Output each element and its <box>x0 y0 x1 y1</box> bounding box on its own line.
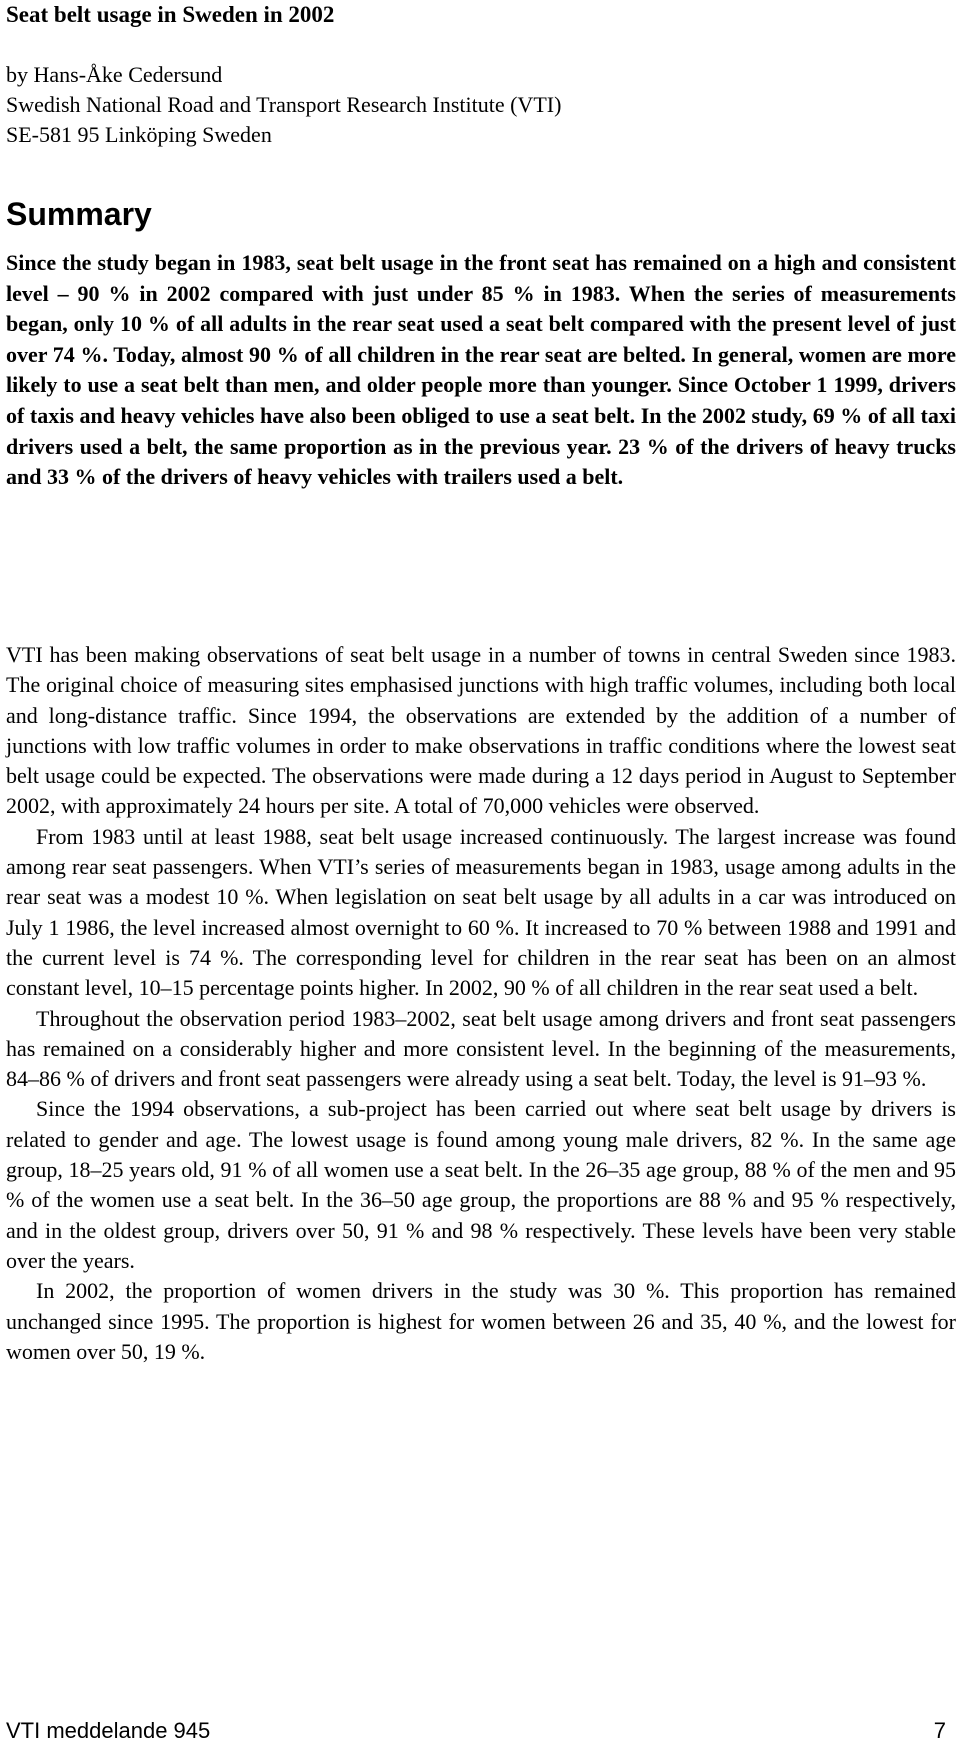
author-address: SE-581 95 Linköping Sweden <box>6 122 272 147</box>
body-text <box>6 640 956 1367</box>
footer-publication: VTI meddelande 945 <box>6 1718 211 1743</box>
summary-heading: Summary <box>6 196 152 232</box>
body-paragraph-3: Throughout the observation period 1983–2002, seat belt usage among drivers and front seat passengers has remained on a considerably higher and more consistent level. In the beginning of the measurements, 84–86 % of drivers and front seat passengers were already using a seat belt. Today, the level is 91–93 %. <box>6 1005 956 1092</box>
body-paragraph-5: In 2002, the proportion of women drivers in the study was 30 %. This proportion has remained unchanged since 1995. The proportion is highest for women between 26 and 35, 40 %, and the lowest for women over 50, 19 %. <box>6 1278 956 1364</box>
footer-page-number: 7 <box>933 1718 946 1743</box>
author-institute: Swedish National Road and Transport Research Institute (VTI) <box>6 92 562 117</box>
document-title: Seat belt usage in Sweden in 2002 <box>6 2 335 27</box>
body-paragraph-1: VTI has been making observations of seat belt usage in a number of towns in central Sweden since 1983. The original choice of measuring sites emphasised junctions with high traffic volumes, including both local and long-distance traffic. Since 1994, the observations are extended by the addition of a number of junctions with low traffic volumes in order to make observations in traffic conditions where the lowest seat belt usage could be expected. The observations were made during a 12 days period in August to September 2002, with approximately 24 hours per site. A total of 70,000 vehicles were observed. <box>6 642 956 819</box>
author-name: by Hans-Åke Cedersund <box>6 62 223 87</box>
body-paragraph-4: Since the 1994 observations, a sub-project has been carried out where seat belt usage by drivers is related to gender and age. The lowest usage is found among young male drivers, 82 %. In the same age group, 18–25 years old, 91 % of all women use a seat belt. In the 26–35 age group, 88 % of the men and 95 % of the women use a seat belt. In the 36–50 age group, the proportions are 88 % and 95 % respectively, and in the oldest group, drivers over 50, 91 % and 98 % respectively. These levels have been very stable over the years. <box>6 1096 956 1273</box>
author-block <box>6 60 561 150</box>
body-paragraph-2: From 1983 until at least 1988, seat belt usage increased continuously. The largest increase was found among rear seat passengers. When VTI’s series of measurements began in 1983, usage among adults in the rear seat was a modest 10 %. When legislation on seat belt usage by all adults in a car was introduced on July 1 1986, the level increased almost overnight to 60 %. It increased to 70 % between 1988 and 1991 and the current level is 74 %. The corresponding level for children in the rear seat has been on an almost constant level, 10–15 percentage points higher. In 2002, 90 % of all children in the rear seat used a belt. <box>6 823 956 1001</box>
abstract-paragraph: Since the study began in 1983, seat belt usage in the front seat has remained on a high and consistent level – 90 % in 2002 compared with just under 85 % in 1983. When the series of measurements began, only 10 % of all adults in the rear seat used a seat belt compared with the present level of just over 74 %. Today, almost 90 % of all children in the rear seat are belted. In general, women are more likely to use a seat belt than men, and older people more than younger. Since October 1 1999, drivers of taxis and heavy vehicles have also been obliged to use a seat belt. In the 2002 study, 69 % of all taxi drivers used a belt, the same proportion as in the previous year. 23 % of the drivers of heavy trucks and 33 % of the drivers of heavy vehicles with trailers used a belt. <box>6 250 956 490</box>
